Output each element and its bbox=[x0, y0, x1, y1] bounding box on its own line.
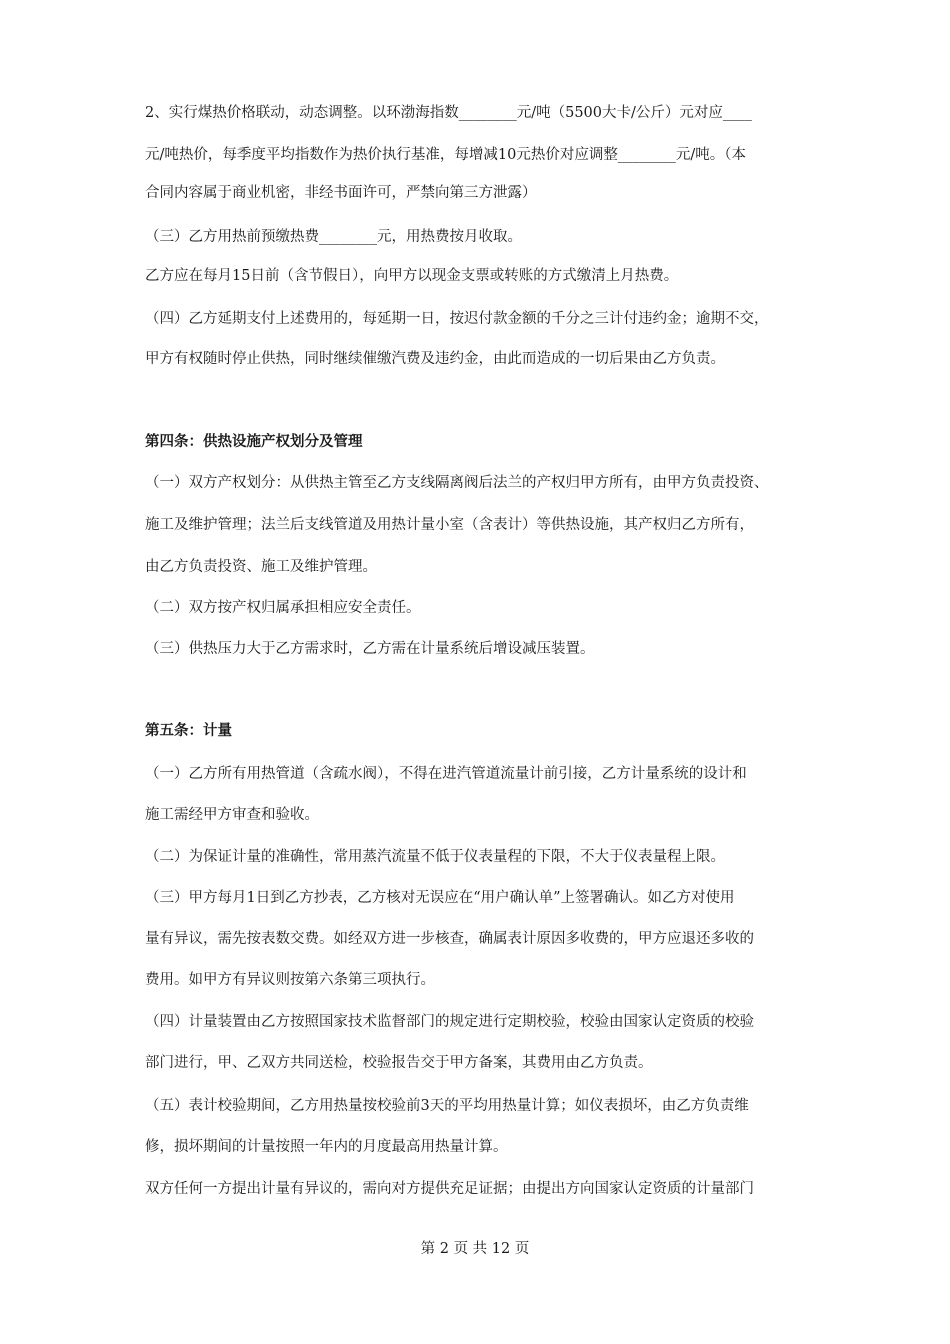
paragraph-line: 费用。如甲方有异议则按第六条第三项执行。 bbox=[145, 972, 435, 988]
paragraph-line: 施工需经甲方审查和验收。 bbox=[145, 807, 319, 823]
section-heading: 第五条：计量 bbox=[145, 722, 232, 739]
paragraph-line: 2、实行煤热价格联动，动态调整。以环渤海指数________元/吨（5500大卡/公斤）元对应____ bbox=[145, 105, 752, 121]
paragraph-line: （一）乙方所有用热管道（含疏水阀），不得在进汽管道流量计前引接，乙方计量系统的设计和 bbox=[145, 766, 747, 782]
paragraph-line: 量有异议，需先按表数交费。如经双方进一步核查，确属表计原因多收费的，甲方应退还多收的 bbox=[145, 931, 754, 947]
paragraph-line: 由乙方负责投资、施工及维护管理。 bbox=[145, 559, 377, 575]
paragraph-line: 合同内容属于商业机密，非经书面许可，严禁向第三方泄露） bbox=[145, 185, 537, 201]
paragraph-line: （五）表计校验期间，乙方用热量按校验前3天的平均用热量计算；如仪表损坏，由乙方负责维 bbox=[145, 1098, 749, 1114]
paragraph-line: 施工及维护管理；法兰后支线管道及用热计量小室（含表计）等供热设施，其产权归乙方所有， bbox=[145, 517, 754, 533]
paragraph-line: 乙方应在每月15日前（含节假日），向甲方以现金支票或转账的方式缴清上月热费。 bbox=[145, 268, 679, 284]
section-heading: 第四条：供热设施产权划分及管理 bbox=[145, 433, 363, 450]
paragraph-line: （三）乙方用热前预缴热费________元，用热费按月收取。 bbox=[145, 229, 522, 245]
paragraph-line: （四）计量装置由乙方按照国家技术监督部门的规定进行定期校验，校验由国家认定资质的校验 bbox=[145, 1014, 754, 1030]
paragraph-line: 双方任何一方提出计量有异议的，需向对方提供充足证据；由提出方向国家认定资质的计量部门 bbox=[145, 1181, 754, 1197]
paragraph-line: （三）供热压力大于乙方需求时，乙方需在计量系统后增设减压装置。 bbox=[145, 641, 595, 657]
paragraph-line: （二）双方按产权归属承担相应安全责任。 bbox=[145, 600, 421, 616]
paragraph-line: （二）为保证计量的准确性，常用蒸汽流量不低于仪表量程的下限，不大于仪表量程上限。 bbox=[145, 849, 725, 865]
paragraph-line: 甲方有权随时停止供热，同时继续催缴汽费及违约金，由此而造成的一切后果由乙方负责。 bbox=[145, 351, 725, 367]
paragraph-line: 元/吨热价，每季度平均指数作为热价执行基准，每增减10元热价对应调整________元/吨。（本 bbox=[145, 147, 746, 163]
paragraph-line: （四）乙方延期支付上述费用的，每延期一日，按迟付款金额的千分之三计付违约金；逾期不交， bbox=[145, 311, 769, 327]
paragraph-line: （一）双方产权划分：从供热主管至乙方支线隔离阀后法兰的产权归甲方所有，由甲方负责投资、 bbox=[145, 475, 769, 491]
paragraph-line: 部门进行，甲、乙双方共同送检，校验报告交于甲方备案，其费用由乙方负责。 bbox=[145, 1055, 653, 1071]
page-number-footer: 第 2 页 共 12 页 bbox=[420, 1241, 530, 1257]
paragraph-line: 修，损坏期间的计量按照一年内的月度最高用热量计算。 bbox=[145, 1139, 508, 1155]
paragraph-line: （三）甲方每月1日到乙方抄表，乙方核对无误应在“用户确认单”上签署确认。如乙方对使用 bbox=[145, 890, 735, 906]
